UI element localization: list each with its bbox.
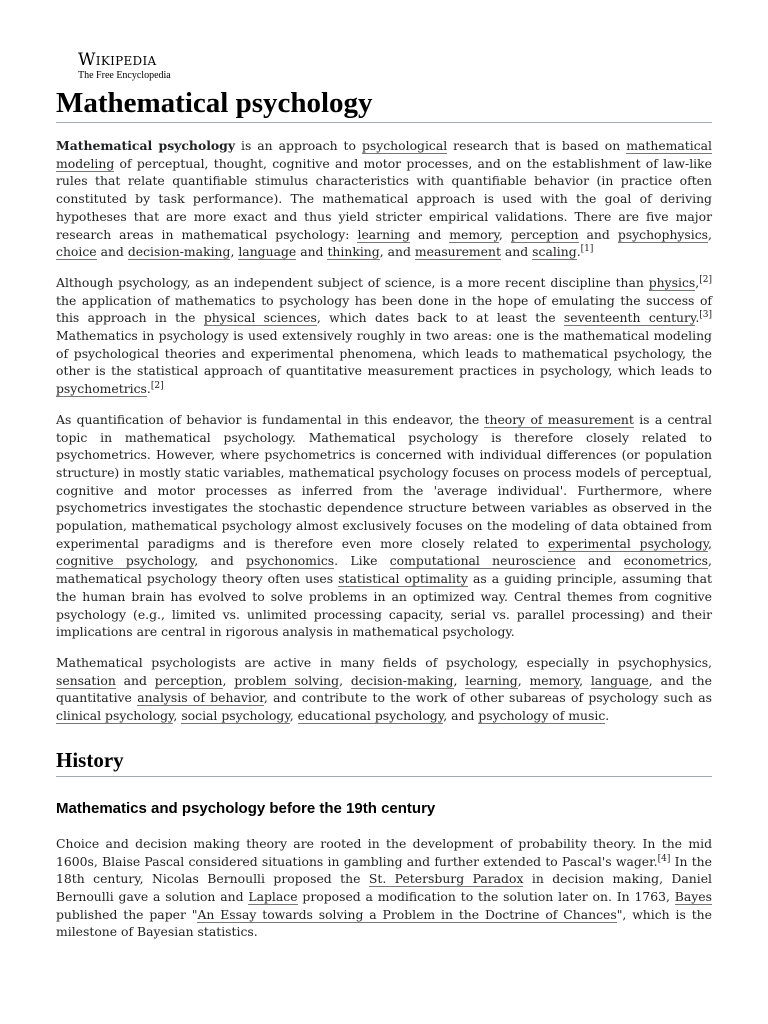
- link-problem-solving[interactable]: problem solving: [234, 672, 340, 688]
- link-physical-sciences[interactable]: physical sciences: [203, 310, 317, 326]
- text: proposed a modification to the solution later on. In 1763,: [297, 888, 675, 904]
- history-paragraph-1: [56, 835, 712, 941]
- bold-term: Mathematical psychology: [56, 138, 236, 153]
- intro-paragraph-3: [56, 411, 712, 641]
- text: , which dates back to at least the: [316, 310, 564, 326]
- text: As quantification of behavior is fundamental in this endeavor, the: [56, 411, 485, 427]
- logo-tagline: The Free Encyclopedia: [78, 70, 171, 81]
- text: , and: [443, 708, 479, 724]
- text: . Like: [334, 553, 390, 569]
- link-clinical-psychology[interactable]: clinical psychology: [56, 708, 174, 724]
- link-theory-of-measurement[interactable]: theory of measurement: [484, 411, 634, 427]
- link-learning[interactable]: learning: [357, 226, 410, 242]
- link-memory[interactable]: memory: [529, 672, 580, 688]
- link-language[interactable]: language: [590, 672, 649, 688]
- link-psychological[interactable]: psychological: [361, 138, 448, 153]
- text: and: [115, 672, 155, 688]
- link-perception[interactable]: perception: [510, 226, 579, 242]
- link-mathematical-modeling[interactable]: mathematical modeling: [56, 138, 713, 171]
- text: .: [695, 310, 700, 326]
- link-experimental-psychology[interactable]: experimental psychology: [548, 535, 709, 551]
- link-laplace[interactable]: Laplace: [248, 888, 298, 904]
- text: .: [605, 708, 610, 724]
- link-decision-making[interactable]: decision-making: [127, 244, 231, 260]
- text: Although psychology, as an independent subject of science, is a more recent discipline than: [56, 274, 649, 290]
- intro-paragraph-1: [56, 137, 712, 261]
- link-sensation[interactable]: sensation: [56, 672, 116, 688]
- text: ,: [339, 672, 351, 688]
- text: ,: [708, 226, 712, 242]
- text: ", which is the milestone of Bayesian statistics.: [56, 906, 712, 940]
- link-decision-making[interactable]: decision-making: [350, 672, 454, 688]
- link-scaling[interactable]: scaling: [532, 244, 577, 260]
- link-computational-neuroscience[interactable]: computational neuroscience: [389, 553, 576, 569]
- text: .: [576, 244, 581, 260]
- link-choice[interactable]: choice: [56, 244, 97, 260]
- link-measurement[interactable]: measurement: [414, 244, 501, 260]
- text: is a central topic in mathematical psychology. Mathematical psychology is therefore closely related to psychometrics. However, where psychometrics is concerned with individual differences (or population structure) in mostly static variables, mathematical psychology focuses on process models of perceptual, cognitive and motor processes as inferred from the 'average individual'. Furthermore, where psychometrics investigates the stochastic dependence structure between variables as observed in the population, mathematical psychology almost exclusively focuses on the modeling of data obtained from experimental paradigms and is therefore even more closely related to: [56, 411, 712, 551]
- text: Mathematical psychologists are active in many fields of psychology, especially in psychophysics,: [56, 654, 712, 670]
- text: ,: [230, 244, 239, 260]
- reference-1[interactable]: [1]: [580, 244, 594, 255]
- text: , and contribute to the work of other subareas of psychology such as: [263, 690, 713, 706]
- text: in decision making, Daniel Bernoulli gave a solution and: [56, 871, 712, 904]
- reference-2[interactable]: [2]: [150, 381, 164, 392]
- text: and: [575, 553, 624, 569]
- text: of perceptual, thought, cognitive and motor processes, and on the establishment of law-like rules that relate quantifiable stimulus characteristics with quantifiable behavior (in practice often constituted by task performance). The mathematical approach is used with the goal of deriving hypotheses that are more exact and thus yield stricter empirical validations. There are five major research areas in mathematical psychology:: [56, 155, 712, 242]
- text: , and the quantitative: [56, 672, 712, 706]
- text: ,: [173, 708, 182, 724]
- text: , mathematical psychology theory often uses: [56, 553, 712, 587]
- text: Mathematics in psychology is used extensively roughly in two areas: one is the mathematical modeling of psychological theories and experimental phenomena, which leads to mathematical psychology, the other is the statistical approach of quantitative measurement practices in psychology, which leads to: [56, 328, 712, 379]
- intro-paragraph-2: [56, 274, 712, 398]
- link-statistical-optimality[interactable]: statistical optimality: [338, 571, 468, 587]
- article-title: Mathematical psychology: [56, 86, 712, 123]
- link-psychology-of-music[interactable]: psychology of music: [478, 708, 606, 724]
- link-social-psychology[interactable]: social psychology: [181, 708, 290, 724]
- reference-4[interactable]: [4]: [657, 853, 671, 864]
- intro-paragraph-4: [56, 654, 712, 725]
- logo-wordmark: Wikipedia: [78, 50, 157, 70]
- link-memory[interactable]: memory: [449, 226, 499, 242]
- text: and: [578, 226, 618, 242]
- link-thinking[interactable]: thinking: [327, 244, 380, 260]
- section-heading-history: History: [56, 747, 712, 777]
- text: as a guiding principle, assuming that the human brain has evolved to solve problems in an optimized way. Central themes from cognitive psychology (e.g., limited vs. unlimited processing capacity, serial vs. parallel processing) and their implications are central in rigorous analysis in mathematical psychology.: [56, 571, 712, 640]
- link-cognitive-psychology[interactable]: cognitive psychology: [56, 553, 195, 569]
- link-psychometrics[interactable]: psychometrics: [56, 381, 147, 397]
- link-st-petersburg-paradox[interactable]: St. Petersburg Paradox: [368, 871, 524, 887]
- text: ,: [222, 672, 235, 688]
- text: ,: [695, 274, 700, 290]
- link-language[interactable]: language: [238, 244, 297, 260]
- reference-2[interactable]: [2]: [699, 274, 712, 285]
- text: research that is based on: [447, 138, 627, 153]
- text: published the paper ": [56, 906, 198, 922]
- text: In the 18th century, Nicolas Bernoulli proposed the: [56, 853, 712, 887]
- link-essay-doctrine-of-chances[interactable]: An Essay towards solving a Problem in the Doctrine of Chances: [197, 906, 617, 922]
- wikipedia-logo[interactable]: [56, 50, 712, 82]
- subsection-heading: Mathematics and psychology before the 19th century: [56, 799, 436, 817]
- text: ,: [289, 708, 298, 724]
- link-psychophysics[interactable]: psychophysics: [617, 226, 709, 242]
- link-seventeenth-century[interactable]: seventeenth century: [563, 310, 696, 326]
- text: , and: [194, 553, 247, 569]
- link-bayes[interactable]: Bayes: [674, 888, 712, 904]
- text: ,: [517, 672, 530, 688]
- link-educational-psychology[interactable]: educational psychology: [297, 708, 444, 724]
- text: and: [96, 244, 128, 260]
- reference-3[interactable]: [3]: [699, 310, 713, 321]
- text: and: [500, 244, 533, 260]
- text: and: [296, 244, 328, 260]
- link-psychonomics[interactable]: psychonomics: [246, 553, 335, 569]
- link-analysis-of-behavior[interactable]: analysis of behavior: [137, 690, 264, 706]
- article-page: [56, 50, 712, 941]
- link-perception[interactable]: perception: [154, 672, 223, 688]
- text: ,: [453, 672, 466, 688]
- text: , and: [379, 244, 415, 260]
- text: ,: [579, 672, 591, 688]
- text: the application of mathematics to psychology has been done in the hope of emulating the success of this approach in the: [56, 292, 712, 326]
- text: .: [146, 381, 151, 397]
- link-learning[interactable]: learning: [465, 672, 518, 688]
- link-econometrics[interactable]: econometrics: [623, 553, 709, 569]
- text: and: [409, 226, 450, 242]
- text: ,: [708, 535, 712, 551]
- text: is an approach to: [235, 138, 362, 153]
- text: ,: [498, 226, 511, 242]
- link-physics[interactable]: physics: [648, 274, 696, 290]
- text: Choice and decision making theory are rooted in the development of probability theory. In the mid 1600s, Blaise Pascal considered situations in gambling and further extended to Pascal's wager.: [56, 835, 712, 869]
